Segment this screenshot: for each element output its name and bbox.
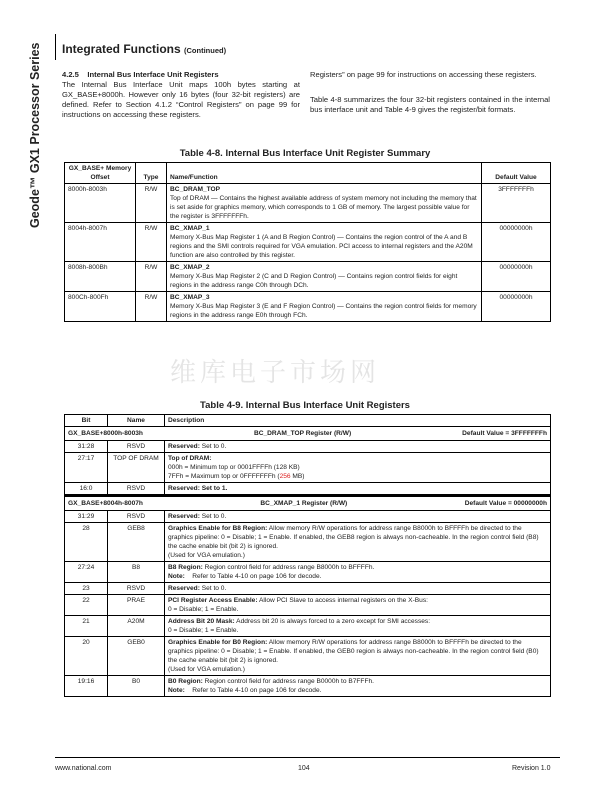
name-cell: TOP OF DRAM <box>108 453 165 483</box>
bit-cell: 22 <box>65 595 108 616</box>
description-line <box>168 524 547 551</box>
table-row <box>65 562 551 583</box>
name-cell: RSVD <box>108 441 165 453</box>
table-4-8 <box>64 162 551 322</box>
bit-cell: 20 <box>65 637 108 676</box>
field-label: B8 Region: <box>168 564 203 571</box>
value-highlight: 256 <box>279 473 291 480</box>
register-section-row <box>65 496 551 511</box>
field-text: Region control field for address range B0000h to B7FFFh. <box>204 678 374 685</box>
table-4-9 <box>64 414 551 697</box>
description-line <box>168 512 547 521</box>
register-default: Default Value = 3FFFFFFFh <box>462 430 547 437</box>
table-row <box>65 676 551 697</box>
field-text: Allow memory R/W operations for address range B8000h to BFFFFh be directed to the graphics pipeline: 0 = Disable; 1 = Enable. If enabled, the GEB0 region is always non-cacheable. In the region control field (B0) the cache enable bit (bit 2) is ignored. <box>168 639 539 664</box>
note-line <box>168 686 547 695</box>
name-cell: B0 <box>108 676 165 697</box>
offset-cell: 8000h-8003h <box>65 184 136 223</box>
register-name: BC_XMAP_3 <box>170 294 210 301</box>
table-row <box>65 637 551 676</box>
watermark: 维库电子市场网 <box>170 358 381 388</box>
default-cell: 3FFFFFFFh <box>482 184 551 223</box>
field-text: Address bit 20 is always forced to a zero except for SMI accesses: <box>236 618 431 625</box>
section-title: Internal Bus Interface Unit Registers <box>87 70 219 79</box>
extra-line: (Used for VGA emulation.) <box>168 666 245 673</box>
table-row <box>65 262 551 292</box>
description-line <box>168 454 547 463</box>
note-text: Refer to Table 4-10 on page 106 for decode. <box>192 687 322 694</box>
bit-cell: 28 <box>65 523 108 562</box>
bit-cell: 27:17 <box>65 453 108 483</box>
name-function-cell <box>167 184 482 223</box>
field-text: Region control field for address range B8000h to BFFFFh. <box>204 564 375 571</box>
field-text: Set to 0. <box>201 585 227 592</box>
name-function-cell <box>167 292 482 322</box>
table-row <box>65 483 551 496</box>
note-label: Note: <box>168 573 185 580</box>
description-cell <box>165 676 551 697</box>
description-cell <box>165 616 551 637</box>
register-name: BC_XMAP_1 <box>170 225 210 232</box>
extra-line: 0 = Disable; 1 = Enable. <box>168 606 239 613</box>
name-cell: A20M <box>108 616 165 637</box>
revision: Revision 1.0 <box>512 765 551 772</box>
side-series-title: Geode™ GX1 Processor Series <box>28 42 42 228</box>
name-cell: RSVD <box>108 483 165 496</box>
page-number: 104 <box>298 765 310 772</box>
value-line: 000h = Minimum top or 0001FFFFh (128 KB) <box>168 464 300 471</box>
type-cell: R/W <box>136 184 167 223</box>
page-header <box>62 42 226 56</box>
description-cell <box>165 511 551 523</box>
table-row <box>65 595 551 616</box>
field-label: Reserved: <box>168 585 200 592</box>
register-description: Memory X-Bus Map Register 3 (E and F Region Control) — Contains the region control fields for memory regions in the address range E0h through FCh. <box>170 303 477 319</box>
extra-line: (Used for VGA emulation.) <box>168 552 245 559</box>
description-line <box>168 677 547 686</box>
table-row <box>65 511 551 523</box>
table-row <box>65 223 551 262</box>
col-header: Name <box>108 415 165 427</box>
note-label: Note: <box>168 687 185 694</box>
description-cell <box>165 483 551 496</box>
left-column <box>62 70 300 120</box>
col-header: Default Value <box>482 163 551 184</box>
description-line <box>168 617 547 626</box>
register-default: Default Value = 00000000h <box>464 500 547 507</box>
header-rule <box>55 34 56 60</box>
bit-cell: 16:0 <box>65 483 108 496</box>
name-cell: B8 <box>108 562 165 583</box>
field-text: Set to 0. <box>201 513 227 520</box>
description-line <box>168 484 547 493</box>
register-name: BC_XMAP_1 Register (R/W) <box>260 500 348 507</box>
register-description: Memory X-Bus Map Register 2 (C and D Region Control) — Contains region control fields for eight regions in the address range C0h through DCh. <box>170 273 458 289</box>
table-row <box>65 292 551 322</box>
offset-cell: 8008h-800Bh <box>65 262 136 292</box>
description-cell <box>165 595 551 616</box>
register-section-row <box>65 427 551 441</box>
description-cell <box>165 583 551 595</box>
field-label: Reserved: <box>168 443 200 450</box>
description-line <box>168 596 547 605</box>
bit-cell: 27:24 <box>65 562 108 583</box>
field-label: Graphics Enable for B0 Region: <box>168 639 268 646</box>
table-4-9-caption: Table 4-9. Internal Bus Interface Unit Registers <box>200 400 410 411</box>
field-label: Reserved: Set to 1. <box>168 485 228 492</box>
table-row <box>65 453 551 483</box>
description-cell <box>165 637 551 676</box>
name-cell: RSVD <box>108 583 165 595</box>
note-line <box>168 572 547 581</box>
register-description: Top of DRAM — Contains the highest available address of system memory not including the memory that is set aside for graphics memory, which corresponds to 1 GB of memory. The largest possible value for the register is 3FFFFFFFh. <box>170 195 477 220</box>
bit-cell: 19:16 <box>65 676 108 697</box>
field-label: Graphics Enable for B8 Region: <box>168 525 268 532</box>
value-text: 7FFh = Maximum top or 0FFFFFFFh ( <box>168 473 280 480</box>
name-function-cell <box>167 262 482 292</box>
register-name: BC_DRAM_TOP Register (R/W) <box>253 430 352 437</box>
field-label: Reserved: <box>168 513 200 520</box>
footer-rule <box>55 757 560 758</box>
table-row <box>65 441 551 453</box>
field-label: B0 Region: <box>168 678 203 685</box>
bit-cell: 31:28 <box>65 441 108 453</box>
table-row <box>65 616 551 637</box>
field-label: PCI Register Access Enable: <box>168 597 258 604</box>
register-name: BC_DRAM_TOP <box>170 186 221 193</box>
description-line <box>168 563 547 572</box>
section-heading <box>62 70 300 80</box>
table-row <box>65 523 551 562</box>
field-label: Top of DRAM: <box>168 455 212 462</box>
description-cell <box>165 562 551 583</box>
header-suffix: (Continued) <box>184 46 227 55</box>
bit-cell: 31:29 <box>65 511 108 523</box>
bit-cell: 21 <box>65 616 108 637</box>
description-cell <box>165 441 551 453</box>
field-label: Address Bit 20 Mask: <box>168 618 235 625</box>
register-section-header <box>65 427 551 441</box>
offset-cell: 800Ch-800Fh <box>65 292 136 322</box>
register-section-header <box>65 496 551 511</box>
col-header: Description <box>165 415 551 427</box>
paragraph-1 <box>62 80 300 120</box>
table-row <box>65 184 551 223</box>
col-header: Bit <box>65 415 108 427</box>
default-cell: 00000000h <box>482 262 551 292</box>
paragraph-2: Table 4-8 summarizes the four 32-bit registers contained in the internal bus interface unit and Table 4-9 gives the register/bit formats. <box>310 95 550 114</box>
register-description: Memory X-Bus Map Register 1 (A and B Region Control) — Contains the region control of the A and B regions and the SMI controls required for VGA emulation. PCI access to internal registers and the A20M function are also controlled by this register. <box>170 234 473 259</box>
extra-line: 0 = Disable; 1 = Enable. <box>168 627 239 634</box>
description-cell <box>165 523 551 562</box>
footer-website: www.national.com <box>55 765 112 772</box>
note-text: Refer to Table 4-10 on page 106 for decode. <box>192 573 322 580</box>
type-cell: R/W <box>136 223 167 262</box>
right-column <box>310 70 550 120</box>
col-header: Type <box>136 163 167 184</box>
register-offset: GX_BASE+8000h-8003h <box>68 430 143 437</box>
value-text: MB) <box>290 473 305 480</box>
section-number: 4.2.5 <box>62 70 79 79</box>
name-cell: GEB8 <box>108 523 165 562</box>
name-function-cell <box>167 223 482 262</box>
type-cell: R/W <box>136 292 167 322</box>
field-text: Set to 0. <box>201 443 227 450</box>
name-cell: PRAE <box>108 595 165 616</box>
offset-cell: 8004h-8007h <box>65 223 136 262</box>
field-text: Allow PCI Slave to access internal registers on the X-Bus: <box>259 597 428 604</box>
bit-cell: 23 <box>65 583 108 595</box>
paragraph-1-cont <box>310 70 550 90</box>
section-header-wrap <box>68 499 547 508</box>
paragraph-1-cont-text: Registers” on page 99 for instructions on accessing these registers. <box>310 70 537 79</box>
name-cell: GEB0 <box>108 637 165 676</box>
header-title: Integrated Functions <box>62 42 181 56</box>
default-cell: 00000000h <box>482 292 551 322</box>
table-row <box>65 583 551 595</box>
type-cell: R/W <box>136 262 167 292</box>
paragraph-1-text: The Internal Bus Interface Unit maps 100h bytes starting at GX_BASE+8000h. However only 16 bytes (four 32-bit registers) are defined. Refer to Section 4.1.2 “Control Registers” on page 99 for instructions on accessing these registers. <box>62 80 300 119</box>
name-cell: RSVD <box>108 511 165 523</box>
col-header: GX_BASE+ Memory Offset <box>65 163 136 184</box>
default-cell: 00000000h <box>482 223 551 262</box>
table-4-8-caption: Table 4-8. Internal Bus Interface Unit Register Summary <box>179 148 431 159</box>
description-cell <box>165 453 551 483</box>
value-line <box>168 472 547 481</box>
field-text: Allow memory R/W operations for address range B8000h to BFFFFh be directed to the graphics pipeline: 0 = Disable; 1 = Enable. If enabled, the GEB8 region is always non-cacheable. In the region control field (B8) the cache enable bit (bit 2) is ignored. <box>168 525 539 550</box>
description-line <box>168 442 547 451</box>
section-header-wrap <box>68 429 547 438</box>
col-header: Name/Function <box>167 163 482 184</box>
description-line <box>168 638 547 665</box>
register-name: BC_XMAP_2 <box>170 264 210 271</box>
register-offset: GX_BASE+8004h-8007h <box>68 500 143 507</box>
description-line <box>168 584 547 593</box>
